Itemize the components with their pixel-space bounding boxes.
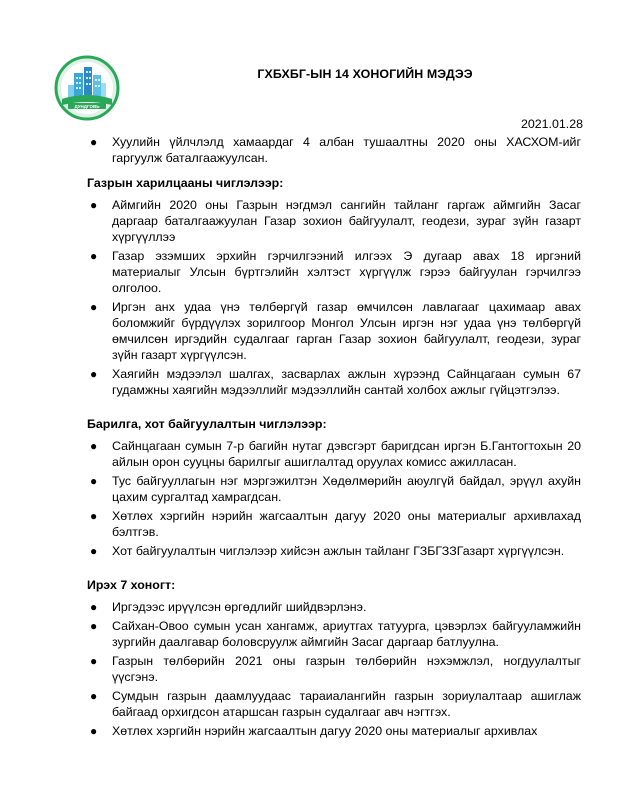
bullet-icon: ● <box>90 198 98 212</box>
construction-list <box>88 438 581 559</box>
section-heading-land: Газрын харилцааны чиглэлээр: <box>87 176 284 190</box>
list-item <box>88 438 581 470</box>
list-item <box>88 366 581 398</box>
document-date: 2021.01.28 <box>520 117 583 131</box>
list-item <box>88 134 581 166</box>
bullet-icon: ● <box>90 439 98 453</box>
list-item-text: Сайхан-Овоо сумын усан хангамж, ариутгах татуурга, цэвэрлэх байгууламжийн зургийн даалгавар боловсруулж аймгийн Засаг даргаар батлуулна. <box>112 619 581 649</box>
list-item-text: Хаягийн мэдээлэл шалгах, засварлах ажлын хүрээнд Сайнцагаан сумын 67 гудамжны хаягийн мэдээллийг мэдээллийн сантай холбох ажлыг гүйцэтгэлээ. <box>112 367 581 397</box>
list-item-text: Хуулийн үйлчлэлд хамаардаг 4 албан тушаалтны 2020 оны ХАСХОМ-ийг гаргуулж баталгаажуулсан. <box>112 135 581 165</box>
bullet-icon: ● <box>90 249 98 263</box>
list-item-text: Газрын төлбөрийн 2021 оны газрын төлбөрийн нэхэмжлэл, ногдуулалтыг үүсгэнэ. <box>112 654 581 684</box>
list-item-text: Иргэн анх удаа үнэ төлбөргүй газар өмчилсөн лавлагааг цахимаар авах боломжийг бүрдүүлэх зорилгоор Монгол Улсын иргэн нэг удаа үнэ төлбөргүй өмчилсөн иргэдийн судалгааг гарган Газар зохион байгуулалт, геодези, зураг зүйн газарт хүргүүлсэн. <box>112 300 581 362</box>
bullet-icon: ● <box>90 509 98 523</box>
list-item-text: Газар эзэмших эрхийн гэрчилгээний илгээх Э дугаар авах 18 иргэний материалыг Улсын бүртгэлийн хэлтэст хүргүүлж гэрээ байгуулан гэрчилгээ олголоо. <box>112 249 581 295</box>
next-week-list <box>88 599 581 739</box>
intro-list <box>88 134 581 166</box>
list-item-text: Сайнцагаан сумын 7-р багийн нутаг дэвсгэрт баригдсан иргэн Б.Гантогтохын 20 айлын орон сууцны барилгыг ашиглалтад оруулах комисс ажилласан. <box>112 439 581 469</box>
bullet-icon: ● <box>90 600 98 614</box>
list-item-text: Хот байгуулалтын чиглэлээр хийсэн ажлын тайланг ГЗБГЗЗГазарт хүргүүлсэн. <box>112 544 565 558</box>
bullet-icon: ● <box>90 724 98 738</box>
bullet-icon: ● <box>90 135 98 149</box>
list-item <box>88 299 581 363</box>
list-item-text: Иргэдээс ирүүлсэн өргөдлийг шийдвэрлэнэ. <box>112 600 367 614</box>
list-item <box>88 723 581 739</box>
land-list <box>88 197 581 398</box>
list-item <box>88 248 581 296</box>
bullet-icon: ● <box>90 367 98 381</box>
list-item <box>88 197 581 245</box>
list-item-text: Аймгийн 2020 оны Газрын нэгдмэл сангийн тайланг гаргаж аймгийн Засаг даргаар баталгаажуулан Газар зохион байгуулалт, геодези, зураг зүйн газарт хүргүүллээ <box>112 198 581 244</box>
list-item-text: Хөтлөх хэргийн нэрийн жагсаалтын дагуу 2020 оны материалыг архивлахад бэлтгэв. <box>112 509 581 539</box>
logo-caption: ДУНДГОВЬ <box>74 104 100 109</box>
list-item <box>88 688 581 720</box>
list-item-text: Тус байгууллагын нэг мэргэжилтэн Хөдөлмөрийн аюулгүй байдал, эрүүл ахуйн цахим сургалтад хамрагдсан. <box>112 474 581 504</box>
list-item <box>88 599 581 615</box>
bullet-icon: ● <box>90 544 98 558</box>
list-item <box>88 473 581 505</box>
bullet-icon: ● <box>90 619 98 633</box>
list-item <box>88 618 581 650</box>
bullet-icon: ● <box>90 654 98 668</box>
municipal-logo-icon <box>54 55 120 121</box>
document-body <box>88 134 581 742</box>
list-item-text: Хөтлөх хэргийн нэрийн жагсаалтын дагуу 2020 оны материалыг архивлах <box>112 724 538 738</box>
list-item-text: Сумдын газрын даамлуудаас тараиалангийн газрын зориулалтаар ашиглаж байгаад орхигдсон атаршсан газрын судалгааг авч нэгтгэх. <box>112 689 581 719</box>
section-heading-construction: Барилга, хот байгуулалтын чиглэлээр: <box>87 417 327 431</box>
list-item <box>88 653 581 685</box>
document-title: ГХБХБГ-ЫН 14 ХОНОГИЙН МЭДЭЭ <box>257 67 473 81</box>
section-heading-next-week: Ирэх 7 хоногт: <box>87 578 176 592</box>
list-item <box>88 508 581 540</box>
bullet-icon: ● <box>90 689 98 703</box>
bullet-icon: ● <box>90 474 98 488</box>
bullet-icon: ● <box>90 300 98 314</box>
list-item <box>88 543 581 559</box>
